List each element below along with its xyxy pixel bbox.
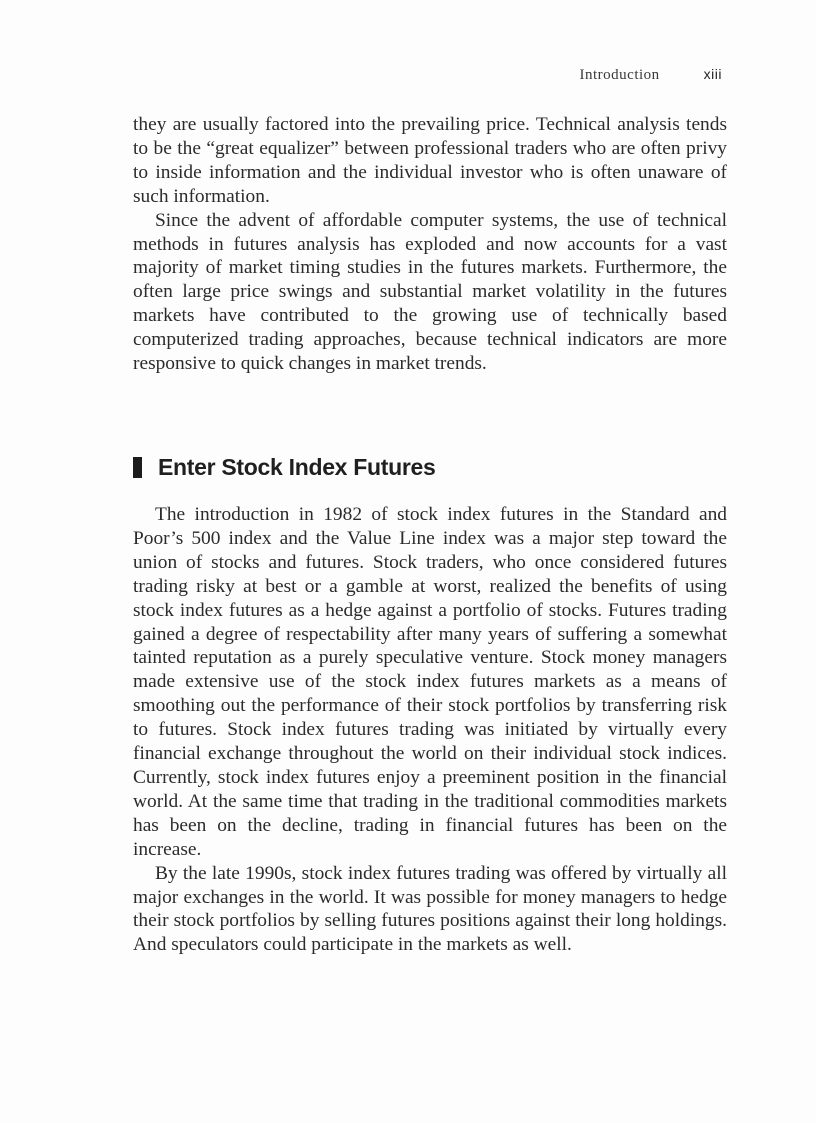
section-heading-title: Enter Stock Index Futures [158,453,436,480]
paragraph: Since the advent of affordable computer systems, the use of technical methods in futures analysis has exploded and now accounts for a vast majority of market timing studies in the futures markets. Furthermore, the often large price swings and substantial market volatility in the futures markets have contributed to the growing use of technically based computerized trading approaches, because technical indicators are more responsive to quick changes in market trends. [133,209,727,375]
section-heading [133,453,727,481]
running-head-section: Introduction [579,67,660,83]
running-head [0,66,722,84]
body-text-top [133,113,727,376]
paragraph: they are usually factored into the prevailing price. Technical analysis tends to be the “great equalizer” between professional traders who are often privy to inside information and the individual investor who is often unaware of such information. [133,114,727,207]
body-text-bottom [133,503,727,957]
heading-bullet-bar [133,457,142,478]
page-number: xiii [703,66,722,82]
paragraph: The introduction in 1982 of stock index futures in the Standard and Poor’s 500 index and the Value Line index was a major step toward the union of stocks and futures. Stock traders, who once considered futures trading risky at best or a gamble at worst, realized the benefits of using stock index futures as a hedge against a portfolio of stocks. Futures trading gained a degree of respectability after many years of suffering a somewhat tainted reputation as a purely speculative venture. Stock money managers made extensive use of the stock index futures markets as a means of smoothing out the performance of their stock portfolios by transferring risk to futures. Stock index futures trading was initiated by virtually every financial exchange throughout the world on their individual stock indices. Currently, stock index futures enjoy a preeminent position in the financial world. At the same time that trading in the traditional commodities markets has been on the decline, trading in financial futures has been on the increase. [133,504,727,860]
paragraph: By the late 1990s, stock index futures trading was offered by virtually all major exchanges in the world. It was possible for money managers to hedge their stock portfolios by selling futures positions against their long holdings. And speculators could participate in the markets as well. [133,862,727,956]
